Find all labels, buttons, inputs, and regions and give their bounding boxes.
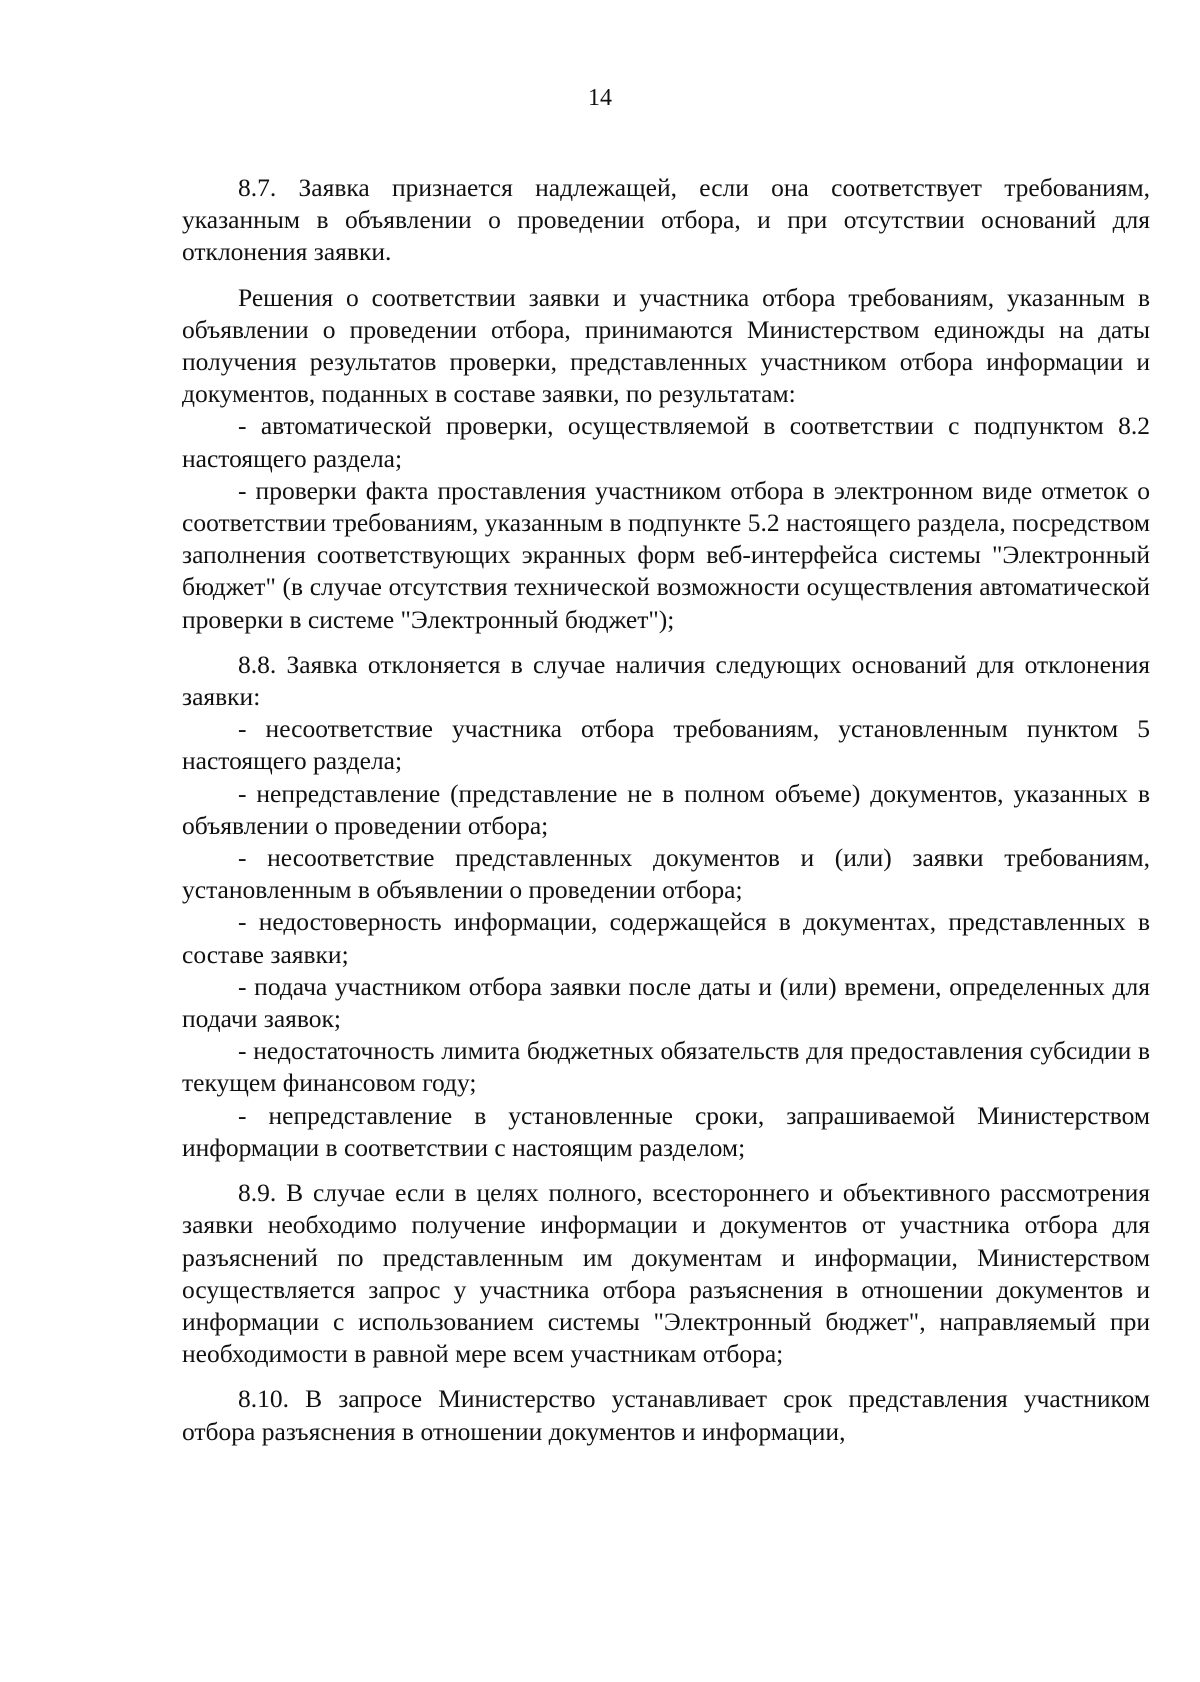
paragraph-8-10: 8.10. В запросе Министерство устанавливает срок представления участником отбора разъяснения в отношении документов и информации,	[182, 1384, 1150, 1446]
list-item: - непредставление в установленные сроки, запрашиваемой Министерством информации в соответствии с настоящим разделом;	[182, 1100, 1150, 1162]
list-item: - недостаточность лимита бюджетных обязательств для предоставления субсидии в текущем финансовом году;	[182, 1036, 1150, 1098]
paragraph-8-7: 8.7. Заявка признается надлежащей, если она соответствует требованиям, указанным в объявлении о проведении отбора, и при отсутствии оснований для отклонения заявки.	[182, 173, 1150, 267]
list-item: - автоматической проверки, осуществляемой в соответствии с подпунктом 8.2 настоящего раздела;	[182, 411, 1150, 473]
paragraph-8-8: 8.8. Заявка отклоняется в случае наличия следующих оснований для отклонения заявки:	[182, 649, 1150, 712]
list-item: - недостоверность информации, содержащейся в документах, представленных в составе заявки;	[182, 907, 1150, 969]
list-item: - несоответствие участника отбора требованиям, установленным пунктом 5 настоящего раздела;	[182, 714, 1150, 776]
list-item: - подача участником отбора заявки после даты и (или) времени, определенных для подачи заявок;	[182, 971, 1150, 1034]
document-body	[182, 172, 1150, 1448]
list-item: - несоответствие представленных документов и (или) заявки требованиям, установленным в объявлении о проведении отбора;	[182, 843, 1150, 905]
list-item: - проверки факта проставления участником отбора в электронном виде отметок о соответствии требованиям, указанным в подпункте 5.2 настоящего раздела, посредством заполнения соответствующих экранных форм веб-интерфейса системы "Электронный бюджет" (в случае отсутствия технической возможности осуществления автоматической проверки в системе "Электронный бюджет");	[182, 475, 1150, 634]
page-number: 14	[588, 85, 612, 111]
list-item: - непредставление (представление не в полном объеме) документов, указанных в объявлении о проведении отбора;	[182, 778, 1150, 840]
paragraph-8-9: 8.9. В случае если в целях полного, всестороннего и объективного рассмотрения заявки необходимо получение информации и документов от участника отбора для разъяснений по представленным им документам и информации, Министерством осуществляется запрос у участника отбора разъяснения в отношении документов и информации с использованием системы "Электронный бюджет", направляемый при необходимости в равной мере всем участникам отбора;	[182, 1178, 1150, 1369]
paragraph-decisions: Решения о соответствии заявки и участника отбора требованиям, указанным в объявлении о проведении отбора, принимаются Министерством единожды на даты получения результатов проверки, представленных участником отбора информации и документов, поданных в составе заявки, по результатам:	[182, 282, 1150, 409]
